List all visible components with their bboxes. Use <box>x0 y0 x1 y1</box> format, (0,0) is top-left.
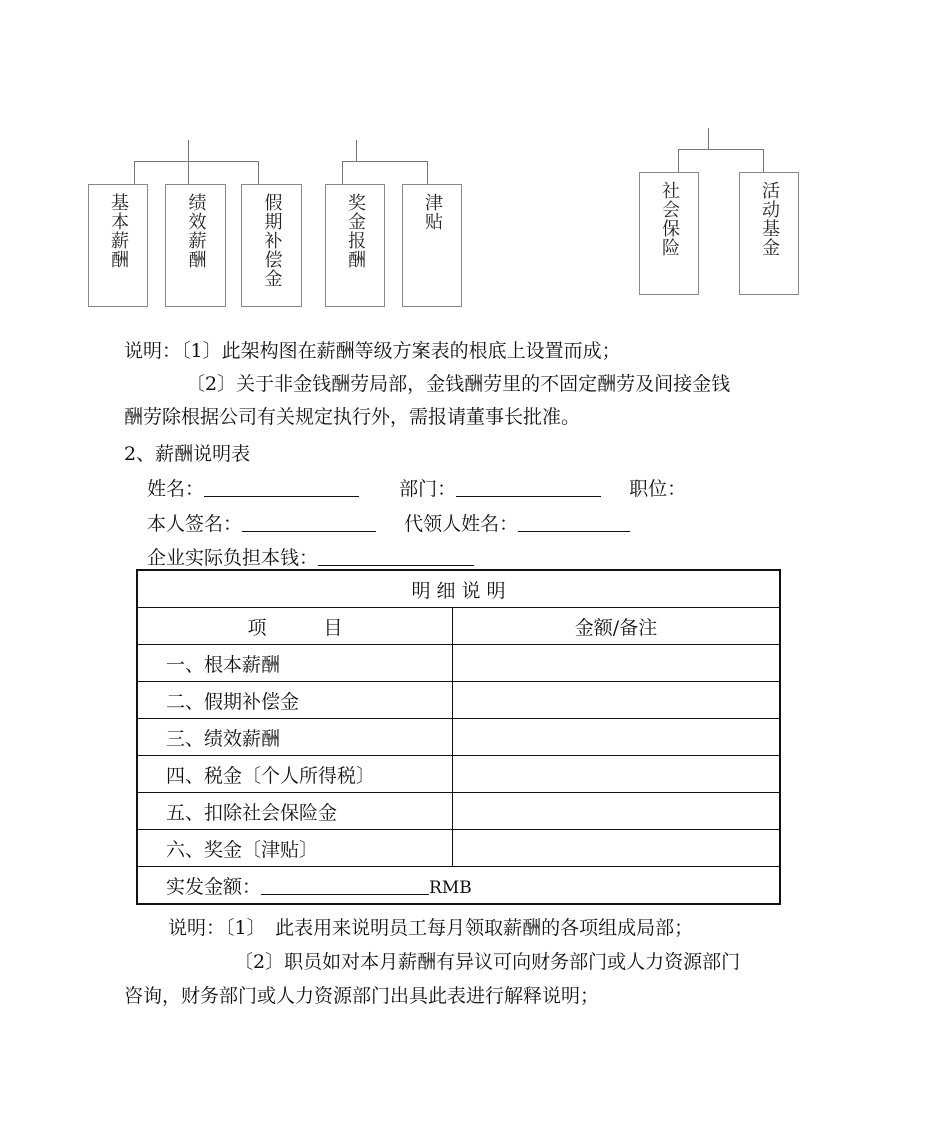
connector <box>134 161 259 162</box>
table-row <box>137 756 780 793</box>
note-line: 〔2〕关于非金钱酬劳局部，金钱酬劳里的不固定酬劳及间接金钱 <box>186 373 731 395</box>
item-label: 六、奖金〔津贴〕 <box>137 830 453 867</box>
amount-cell[interactable] <box>453 682 781 719</box>
amount-cell[interactable] <box>453 756 781 793</box>
org-box-label: 假期补偿金 <box>261 193 283 288</box>
connector <box>427 161 428 185</box>
amount-cell[interactable] <box>453 719 781 756</box>
note-line: 〔2〕职员如对本月薪酬有异议可向财务部门或人力资源部门 <box>234 951 741 973</box>
table-row <box>137 645 780 682</box>
table-title: 明 细 说 明 <box>137 570 780 608</box>
total-unit: RMB <box>429 877 472 898</box>
proxy-field[interactable] <box>518 511 630 532</box>
table-header-row <box>137 608 780 645</box>
note-line: 说明：〔1〕 此表用来说明员工每月领取薪酬的各项组成局部； <box>168 917 694 939</box>
org-box <box>165 184 226 307</box>
column-header-amount: 金额/备注 <box>453 608 781 645</box>
org-box-label: 绩效薪酬 <box>185 193 207 269</box>
connector <box>258 161 259 185</box>
connector <box>708 128 709 150</box>
dept-field[interactable] <box>456 476 601 497</box>
detail-table <box>136 569 781 905</box>
table-row <box>137 793 780 830</box>
connector <box>678 149 679 173</box>
position-label: 职位： <box>629 478 687 500</box>
item-label: 二、假期补偿金 <box>137 682 453 719</box>
org-box <box>639 172 699 295</box>
org-box-label: 津贴 <box>422 193 443 231</box>
cost-label: 企业实际负担本钱： <box>147 547 319 569</box>
table-row <box>137 682 780 719</box>
table-row <box>137 719 780 756</box>
table-total-row <box>137 867 780 905</box>
proxy-label: 代领人姓名： <box>404 513 519 535</box>
dept-label: 部门： <box>399 478 457 500</box>
name-label: 姓名： <box>147 478 205 500</box>
total-field[interactable] <box>261 874 429 895</box>
note-line: 酬劳除根据公司有关规定执行外，需报请董事长批准。 <box>124 406 581 428</box>
table-title-row <box>137 570 780 608</box>
connector <box>188 161 189 185</box>
note-line: 说明：〔1〕此架构图在薪酬等级方案表的根底上设置而成； <box>124 340 621 362</box>
org-box-label: 奖金报酬 <box>345 193 366 269</box>
connector <box>678 149 764 150</box>
cost-field[interactable] <box>318 545 474 566</box>
org-box-label: 活动基金 <box>759 181 780 257</box>
name-field[interactable] <box>204 476 359 497</box>
table-row <box>137 830 780 867</box>
total-cell <box>137 867 780 905</box>
item-label: 四、税金〔个人所得税〕 <box>137 756 453 793</box>
org-box-label: 社会保险 <box>659 181 680 257</box>
note-line: 咨询，财务部门或人力资源部门出具此表进行解释说明； <box>124 985 600 1007</box>
connector <box>356 140 357 162</box>
amount-cell[interactable] <box>453 793 781 830</box>
org-box <box>88 184 148 307</box>
form-row-cost <box>147 543 474 570</box>
form-row-signature <box>147 509 630 536</box>
connector <box>763 149 764 173</box>
total-label: 实发金额： <box>166 875 262 898</box>
org-box <box>325 184 385 307</box>
column-header-item: 项 目 <box>137 608 453 645</box>
section-title: 2、薪酬说明表 <box>124 443 251 465</box>
amount-cell[interactable] <box>453 645 781 682</box>
connector <box>342 161 343 185</box>
item-label: 五、扣除社会保险金 <box>137 793 453 830</box>
connector <box>342 161 428 162</box>
org-box <box>739 172 799 295</box>
org-box <box>402 184 462 307</box>
signature-field[interactable] <box>242 511 376 532</box>
amount-cell[interactable] <box>453 830 781 867</box>
item-label: 三、绩效薪酬 <box>137 719 453 756</box>
item-label: 一、根本薪酬 <box>137 645 453 682</box>
connector <box>134 161 135 185</box>
org-box <box>241 184 302 307</box>
signature-label: 本人签名： <box>147 513 243 535</box>
form-row-name <box>147 474 686 501</box>
org-box-label: 基本薪酬 <box>108 193 129 269</box>
connector <box>188 140 189 162</box>
